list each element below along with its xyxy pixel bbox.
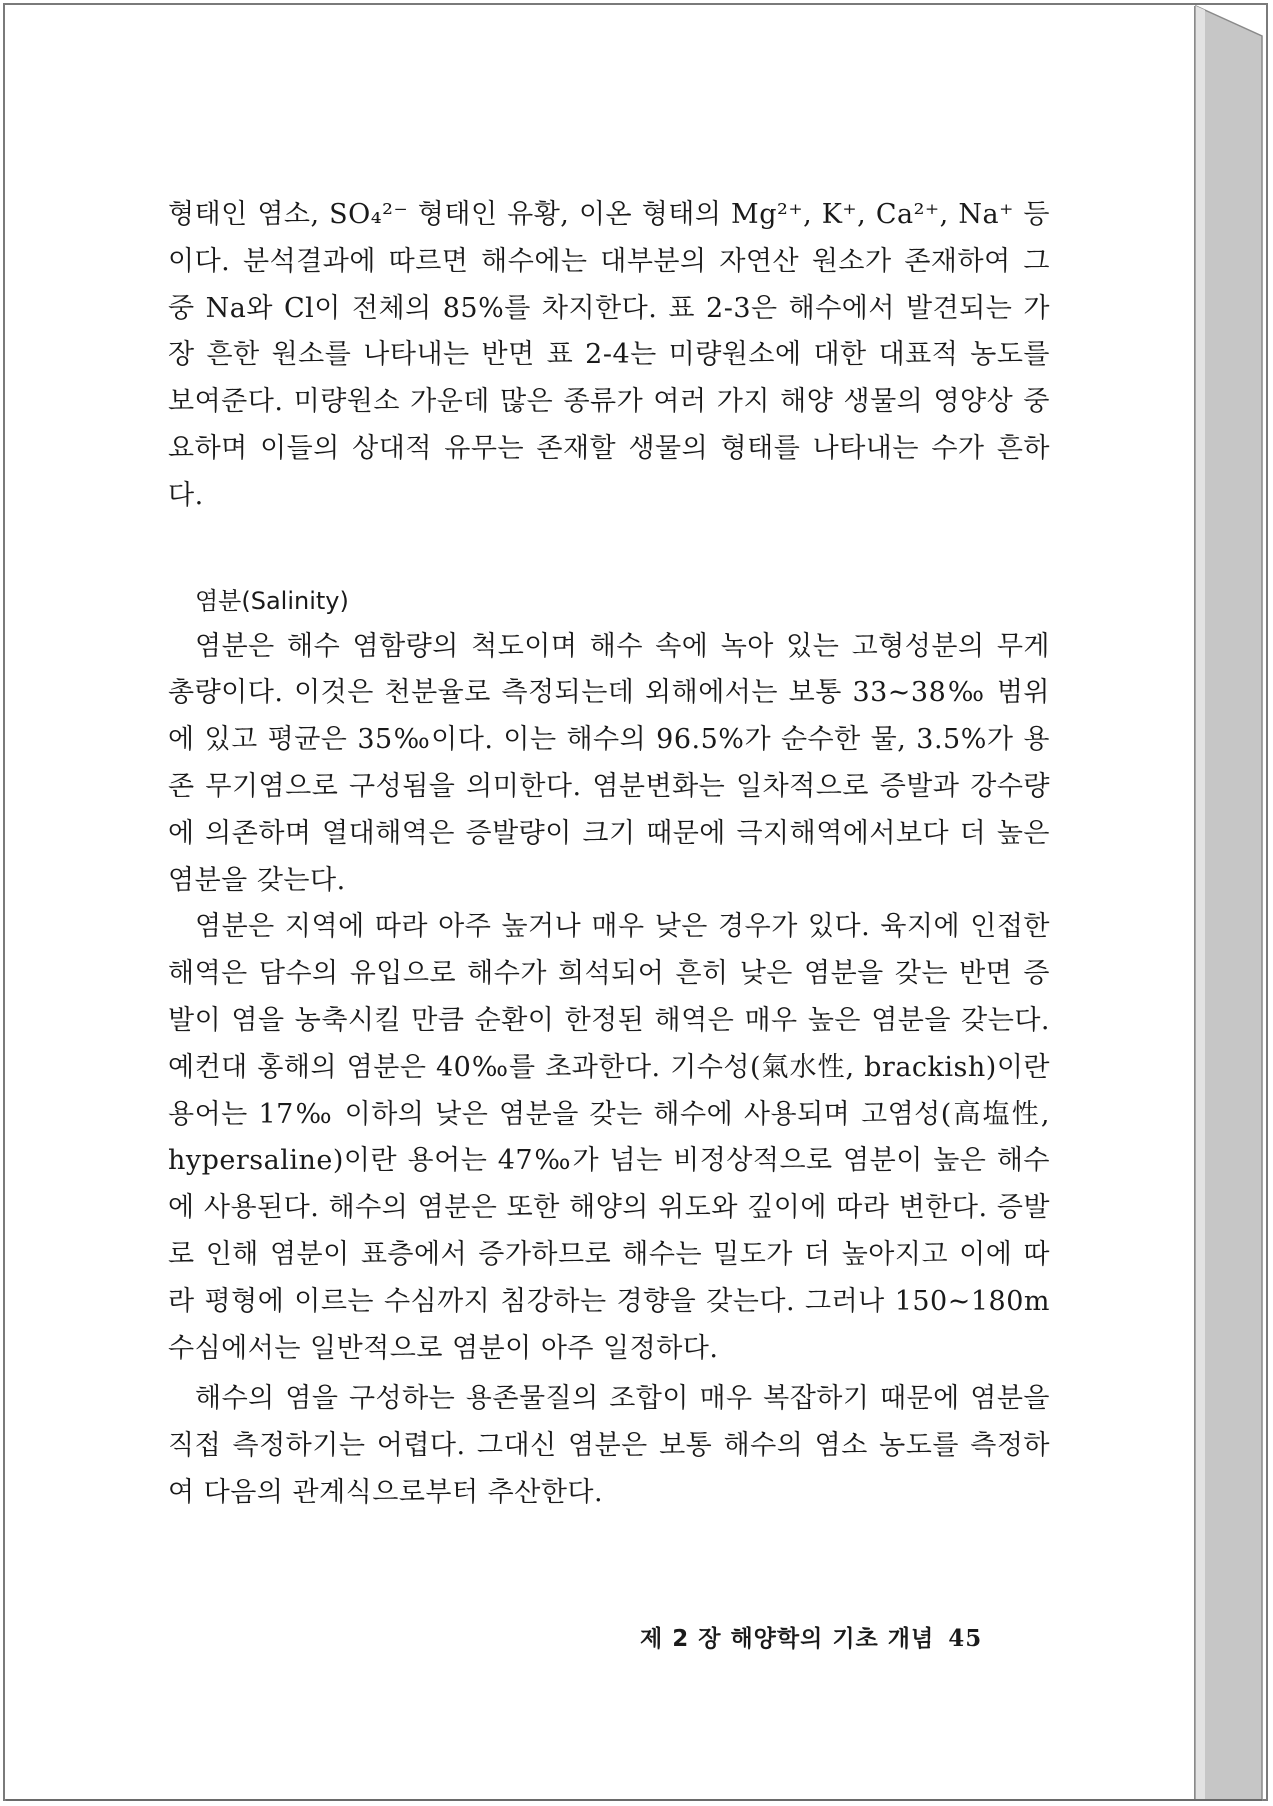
paragraph-4: 해수의 염을 구성하는 용존물질의 조합이 매우 복잡하기 때문에 염분을 직접 측정하기는 어렵다. 그대신 염분은 보통 해수의 염소 농도를 측정하여 다음의 관계식으로부터 추산한다. xyxy=(168,1383,1050,1508)
chapter-title: 제 2 장 해양학의 기초 개념 xyxy=(640,1626,935,1652)
section-heading: 염분(Salinity) xyxy=(195,586,349,615)
paragraph-1: 형태인 염소, SO₄²⁻ 형태인 유황, 이온 형태의 Mg²⁺, K⁺, Ca²⁺, Na⁺ 등이다. 분석결과에 따르면 해수에는 대부분의 자연산 원소가 존재하여 그 중 Na와 Cl이 전체의 85%를 차지한다. 표 2-3은 해수에서 발견되는 가장 흔한 원소를 나타내는 반면 표 2-4는 미량원소에 대한 대표적 농도를 보여준다. 미량원소 가운데 많은 종류가 여러 가지 해양 생물의 영양상 중요하며 이들의 상대적 유무는 존재할 생물의 형태를 나타내는 수가 흔하다. xyxy=(168,199,1050,511)
paragraph-2: 염분은 해수 염함량의 척도이며 해수 속에 녹아 있는 고형성분의 무게 총량이다. 이것은 천분율로 측정되는데 외해에서는 보통 33~38‰ 범위에 있고 평균은 35‰이다. 이는 해수의 96.5%가 순수한 물, 3.5%가 용존 무기염으로 구성됨을 의미한다. 염분변화는 일차적으로 증발과 강수량에 의존하며 열대해역은 증발량이 크기 때문에 극지해역에서보다 더 높은 염분을 갖는다. xyxy=(168,630,1050,896)
body-text xyxy=(168,192,1050,1517)
paragraph-3: 염분은 지역에 따라 아주 높거나 매우 낮은 경우가 있다. 육지에 인접한 해역은 담수의 유입으로 해수가 희석되어 흔히 낮은 염분을 갖는 반면 증발이 염을 농축시킬 만큼 순환이 한정된 해역은 매우 높은 염분을 갖는다. 예컨대 홍해의 염분은 40‰를 초과한다. 기수성(氣水性, brackish)이란 용어는 17‰ 이하의 낮은 염분을 갖는 해수에 사용되며 고염성(高塩性, hypersaline)이란 용어는 47‰가 넘는 비정상적으로 염분이 높은 해수에 사용된다. 해수의 염분은 또한 해양의 위도와 깊이에 따라 변한다. 증발로 인해 염분이 표층에서 증가하므로 해수는 밀도가 더 높아지고 이에 따라 평형에 이르는 수심까지 침강하는 경향을 갖는다. 그러나 150~180m 수심에서는 일반적으로 염분이 아주 일정하다. xyxy=(168,911,1050,1364)
page-number: 45 xyxy=(948,1625,983,1652)
page-footer xyxy=(640,1620,1040,1653)
